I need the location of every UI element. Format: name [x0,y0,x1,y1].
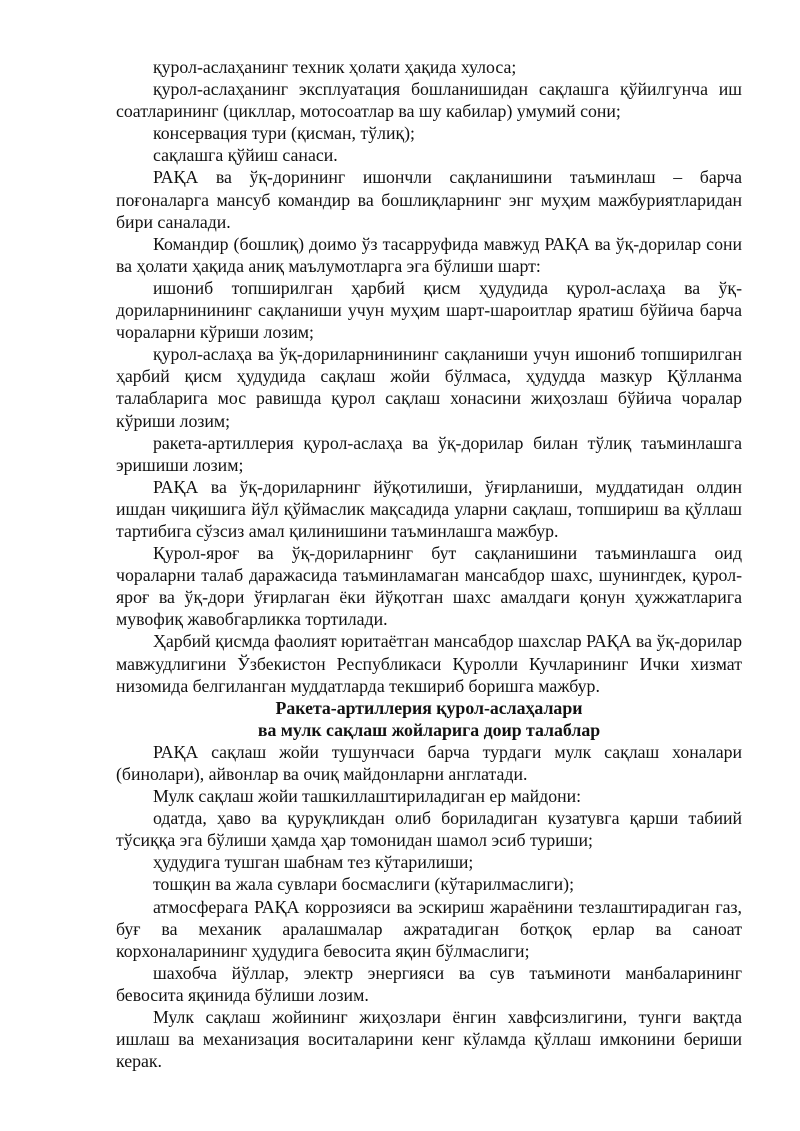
paragraph: қурол-аслаҳа ва ўқ-дориларнинининг сақланиши учун ишониб топширилган ҳарбий қисм ҳудудида сақлаш жойи бўлмаса, ҳудудда мазкур Қўлланма талабларига мос равишда қурол сақлаш хонасини жиҳозлаш бўйича чоралар кўриши лозим; [116,344,742,431]
paragraph: Қурол-яроғ ва ўқ-дориларнинг бут сақланишини таъминлашга оид чораларни талаб даражасида таъминламаган мансабдор шахс, шунингдек, қурол-яроғ ва ўқ-дори ўғирлаган ёки йўқотган шахс амалдаги қонун ҳужжатларига мувофиқ жавобгарликка тортилади. [116,543,742,630]
section-heading [116,697,742,741]
paragraph: қурол-аслаҳанинг техник ҳолати ҳақида хулоса; [153,57,517,77]
section-heading-line-1: Ракета-артиллерия қурол-аслаҳалари [275,697,583,718]
paragraph: Ҳарбий қисмда фаолият юритаётган мансабдор шахслар РАҚА ва ўқ-дорилар мавжудлигини Ўзбекистон Республикаси Қуролли Кучларининг Ички хизмат низомида белгиланган муддатларда текшириб боришга мажбур. [116,631,742,696]
paragraph: сақлашга қўйиш санаси. [153,145,338,166]
paragraph: РАҚА ва ўқ-дорининг ишончли сақланишини таъминлаш – барча поғоналарга мансуб командир ва бошлиқларнинг энг муҳим мажбуриятларидан бири саналади. [116,167,742,232]
paragraph: қурол-аслаҳанинг эксплуатация бошланишидан сақлашга қўйилгунча иш соатларининг (цикллар, мотосоатлар ва шу кабилар) умумий сони; [116,79,742,122]
paragraph: Командир (бошлиқ) доимо ўз тасарруфида мавжуд РАҚА ва ўқ-дорилар сони ва ҳолати ҳақида аниқ маълумотларга эга бўлиши шарт: [116,233,742,276]
section-heading-line-2: ва мулк сақлаш жойларига доир талаблар [257,719,601,740]
paragraph: ҳудудига тушган шабнам тез кўтарилиши; [153,852,474,873]
paragraph: Мулк сақлаш жойи ташкиллаштириладиган ер майдони: [153,786,582,807]
paragraph: РАҚА сақлаш жойи тушунчаси барча турдаги мулк сақлаш хоналари (бинолари), айвонлар ва очиқ майдонларни англатади. [116,741,742,784]
paragraph: одатда, ҳаво ва қуруқликдан олиб бориладиган кузатувга қарши табиий тўсиққа эга бўлиши ҳамда ҳар томонидан шамол эсиб туриши; [116,808,742,851]
paragraph: шахобча йўллар, электр энергияси ва сув таъминоти манбаларининг бевосита яқинида бўлиши лозим. [116,962,742,1005]
paragraph: атмосферага РАҚА коррозияси ва эскириш жараёнини тезлаштирадиган газ, буғ ва механик аралашмалар ажратадиган ботқоқ ерлар ва саноат корхоналарининг ҳудудига бевосита яқин бўлмаслиги; [116,896,742,961]
paragraph: тошқин ва жала сувлари босмаслиги (кўтарилмаслиги); [153,874,575,895]
paragraph: ишониб топширилган ҳарбий қисм ҳудудида қурол-аслаҳа ва ўқ-дориларнинининг сақланиши учун муҳим шарт-шароитлар яратиш бўйича барча чораларни кўриши лозим; [116,277,742,343]
document-page [116,56,742,1072]
paragraph: консервация тури (қисман, тўлиқ); [153,123,415,144]
paragraph: ракета-артиллерия қурол-аслаҳа ва ўқ-дорилар билан тўлиқ таъминлашга эришиши лозим; [116,432,742,475]
paragraph: РАҚА ва ўқ-дориларнинг йўқотилиши, ўғирланиши, муддатидан олдин ишдан чиқишига йўл қўймаслик мақсадида уларни сақлаш, топшириш ва қўллаш тартибига сўзсиз амал қилинишини таъминлашга мажбур. [116,476,742,541]
paragraph: Мулк сақлаш жойининг жиҳозлари ёнгин хавфсизлигини, тунги вақтда ишлаш ва механизация воситаларини кенг кўламда қўллаш имконини бериши керак. [116,1007,742,1072]
